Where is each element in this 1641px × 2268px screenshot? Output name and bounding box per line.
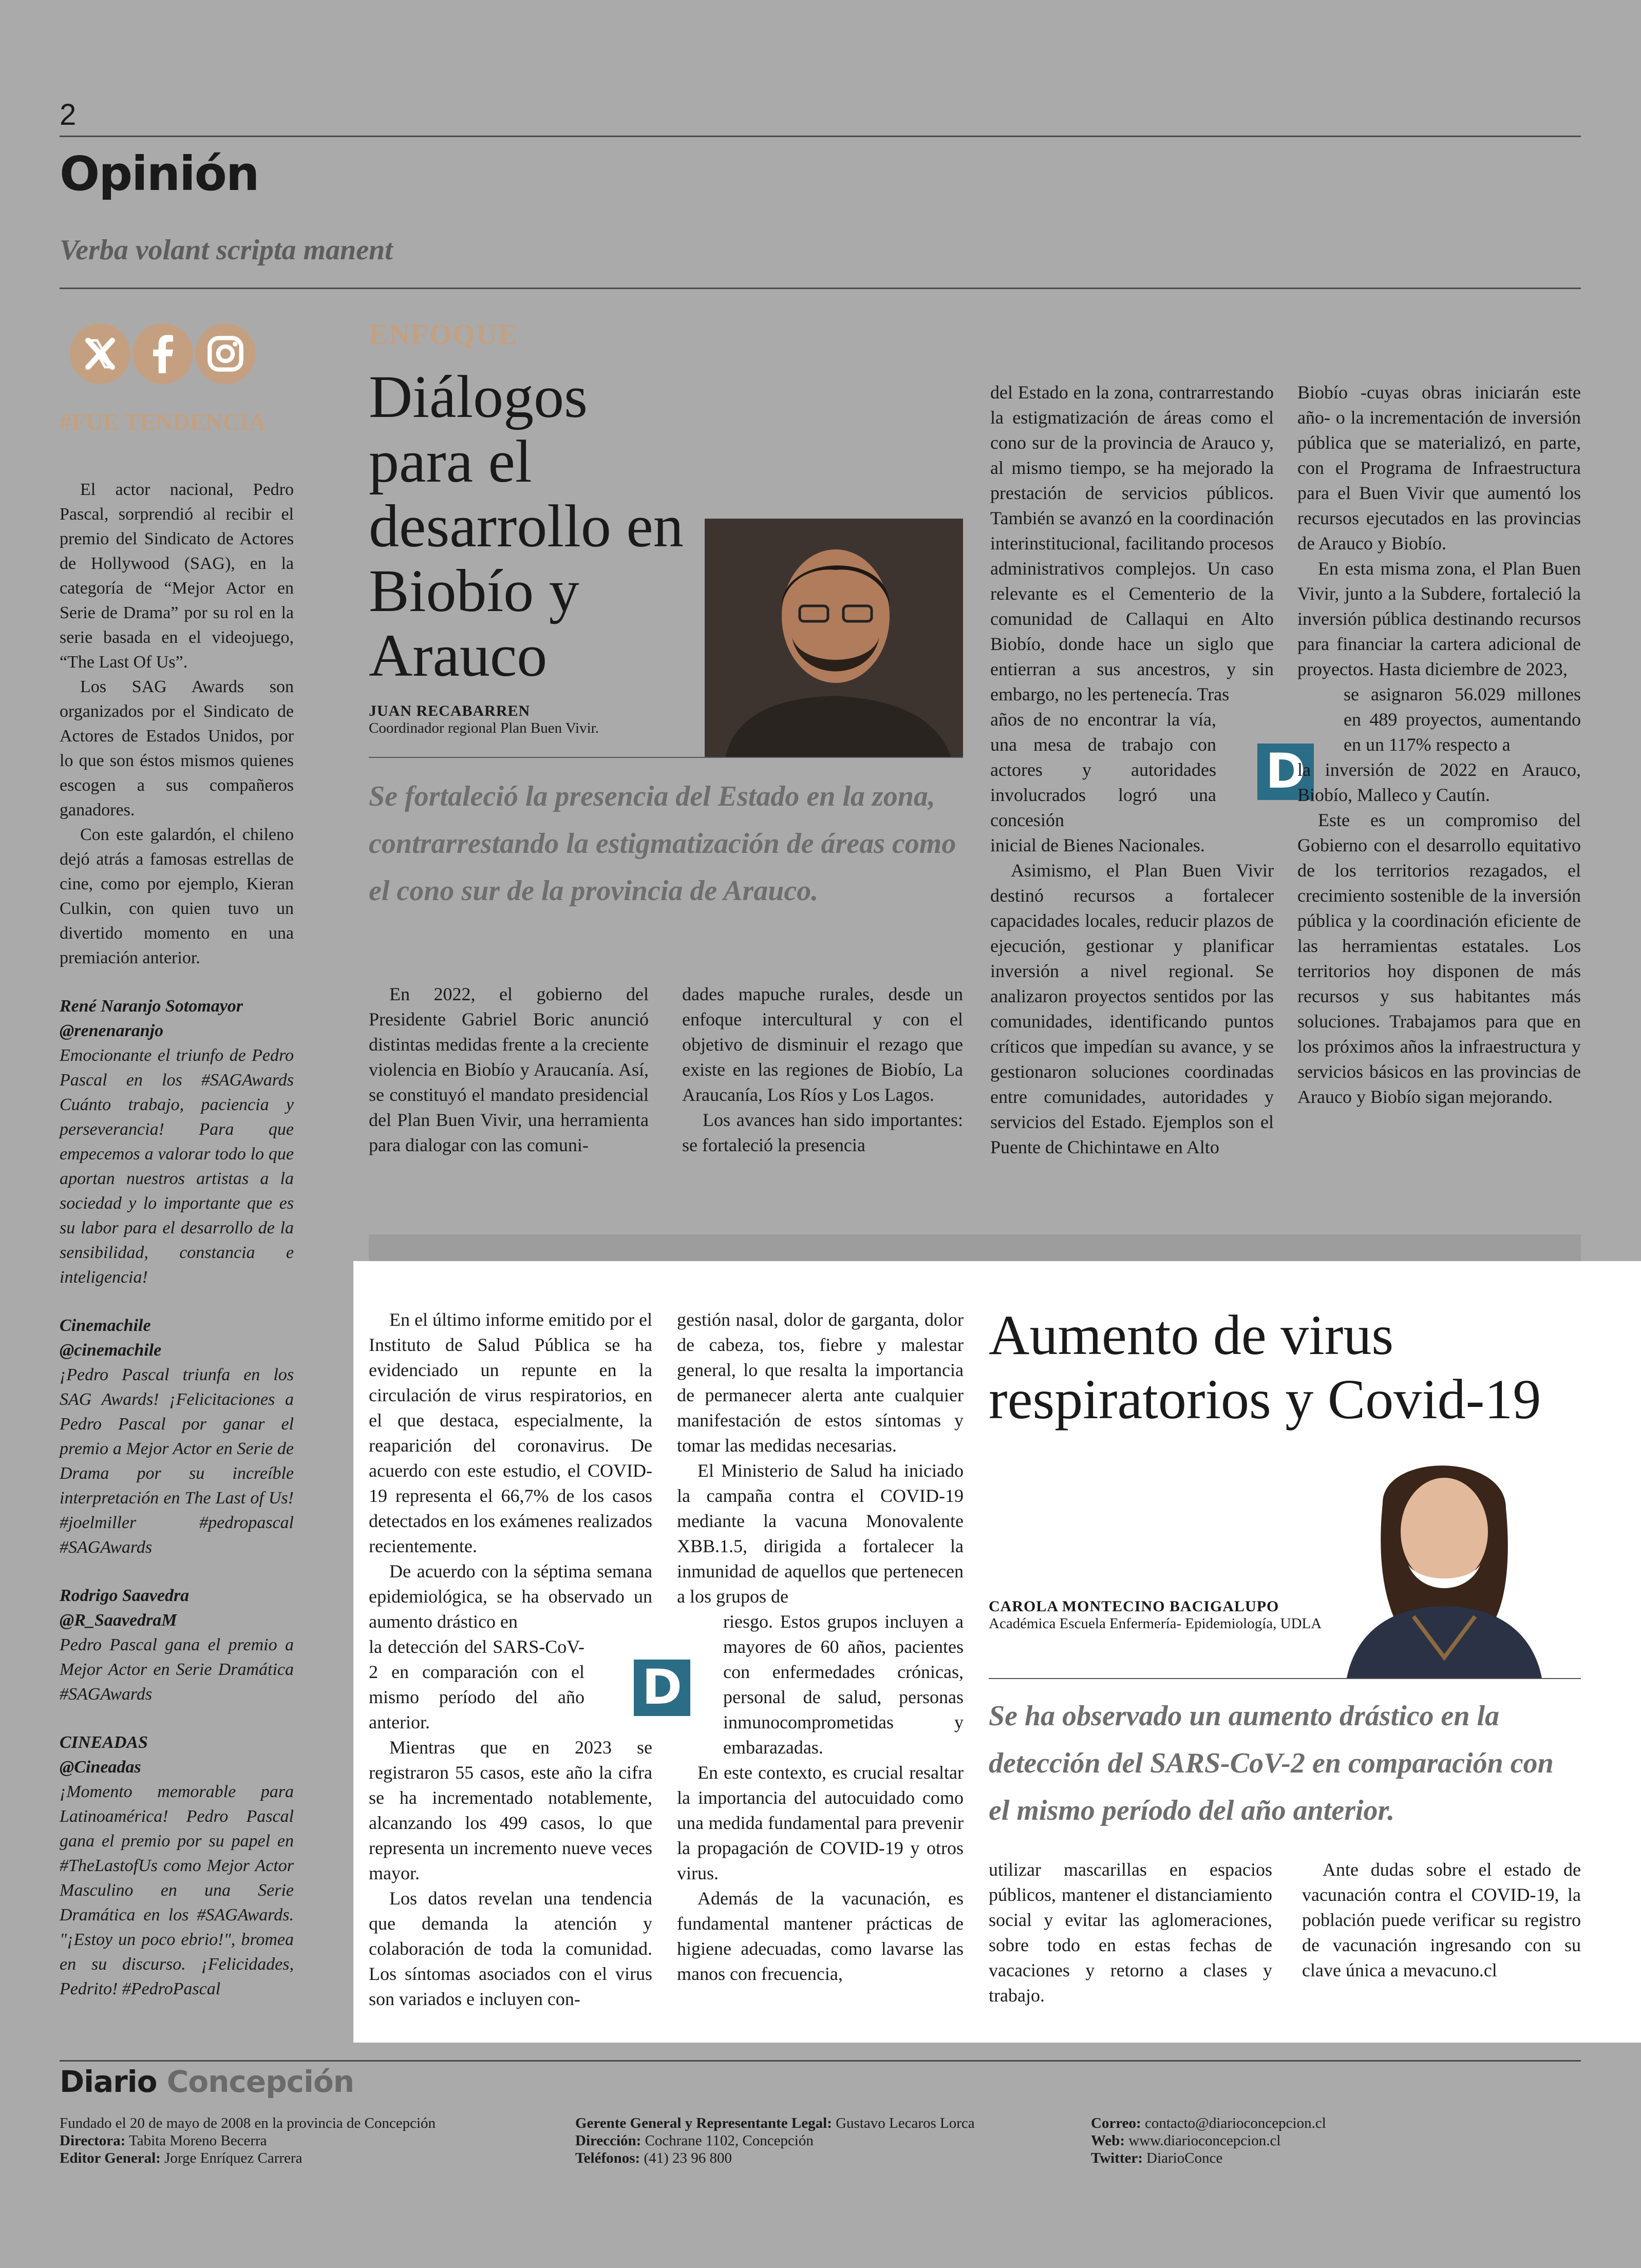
- article-headline: Aumento de virus respiratorios y Covid-19: [989, 1304, 1541, 1431]
- footer-email-link[interactable]: contacto@diarioconcepcion.cl: [1144, 2115, 1326, 2131]
- footer-editor: Jorge Enríquez Carrera: [164, 2150, 303, 2166]
- article-paragraph: En esta misma zona, el Plan Buen Vivir, junto a la Subdere, fortaleció la inversión pública destinando recursos para financiar la cartera adicional de proyectos. Hasta diciembre de 2023,: [1297, 558, 1581, 679]
- tweet-handle[interactable]: @cinemachile: [60, 1341, 162, 1360]
- tweet-text: Pedro Pascal gana el premio a Mejor Actor en Serie Dramática #SAGAwards: [60, 1635, 294, 1704]
- footer-label: Twitter:: [1091, 2150, 1143, 2166]
- tweet-text: ¡Momento memorable para Latinoamérica! Pedro Pascal gana el premio por su papel en #TheLastofUs como Mejor Actor Masculino en una Serie Dramática en los #SAGAwards. "¡Estoy un poco ebrio!", bromea en su discurso. ¡Felicidades, Pedrito! #PedroPascal: [60, 1782, 294, 1998]
- pull-quote: Se fortaleció la presencia del Estado en la zona, contrarrestando la estigmatización de áreas como el cono sur de la provincia de Arauco.: [369, 780, 956, 907]
- header-rule: [60, 136, 1581, 137]
- x-icon[interactable]: [70, 323, 130, 384]
- footer-twitter-link[interactable]: DiarioConce: [1146, 2150, 1223, 2166]
- article-paragraph: del Estado en la zona, contrarrestando la estigmatización de áreas como el cono sur de la provincia de Arauco y, al mismo tiempo, se ha mejorado la prestación de servicios públicos. También se avanzó en la coordinación interinstitucional, facilitando procesos administrativos complejos. Un caso relevante es el Cementerio de la comunidad de Callaqui en Alto Biobío, donde hace un siglo que entierran a sus ancestros, y sin embargo, no les pertenecía. Tras: [990, 382, 1274, 704]
- tweet: [60, 1313, 294, 1560]
- dropcap: D: [1257, 744, 1314, 800]
- article-column: [677, 1307, 964, 1987]
- byline-rule: [369, 757, 963, 758]
- article-column: [1302, 1857, 1581, 1983]
- footer-contact: [1091, 2114, 1579, 2167]
- article-paragraph: Los avances han sido importantes: se fortaleció la presencia: [682, 1110, 963, 1155]
- footer-management: [575, 2114, 1089, 2167]
- sidebar-paragraph: El actor nacional, Pedro Pascal, sorprendió al recibir el premio del Sindicato de Actores de Hollywood (SAG), en la categoría de “Mejor Actor en Serie de Drama” por su rol en la serie basada en el videojuego, “The Last Of Us”.: [60, 480, 294, 672]
- footer-gerente: Gustavo Lecaros Lorca: [836, 2115, 975, 2131]
- section-title: Opinión: [60, 146, 259, 201]
- author-byline: [369, 702, 697, 737]
- masthead-word: Concepción: [166, 2064, 354, 2099]
- masthead-logo: [60, 2064, 354, 2099]
- tweet-handle[interactable]: @R_SaavedraM: [60, 1611, 177, 1630]
- author-role: Académica Escuela Enfermería- Epidemiología, UDLA: [989, 1615, 1322, 1632]
- byline-rule: [989, 1678, 1581, 1679]
- article-paragraph: riesgo. Estos grupos incluyen a mayores de 60 años, pacientes con enfermedades crónicas, personal de salud, personas inmunocomprometidas y embarazadas.: [723, 1611, 964, 1758]
- article-paragraph: Biobío -cuyas obras iniciarán este año- o la incrementación de inversión pública que se materializó, en parte, con el Programa de Infraestructura para el Buen Vivir que aumentó los recursos ejecutados en las provincias de Arauco y Biobío.: [1297, 382, 1581, 554]
- article-paragraph: utilizar mascarillas en espacios públicos, mantener el distanciamiento social y evitar las aglomeraciones, sobre todo en estas fechas de vacaciones y retorno a clases y trabajo.: [989, 1859, 1272, 2006]
- footer-credits: [60, 2114, 573, 2167]
- article-paragraph: Ante dudas sobre el estado de vacunación contra el COVID-19, la población puede verificar su registro de vacunación ingresando con su clave única a mevacuno.cl: [1302, 1859, 1581, 1980]
- footer-label: Editor General:: [60, 2150, 161, 2166]
- article-column: [682, 982, 963, 1158]
- author-name: JUAN RECABARREN: [369, 702, 531, 719]
- article-paragraph: se asignaron 56.029 millones en 489 proyectos, aumentando en un 117% respecto a: [1344, 684, 1581, 755]
- motto-rule: [60, 288, 1581, 289]
- article-paragraph: la inversión de 2022 en Arauco, Biobío, Malleco y Cautín.: [1297, 759, 1581, 805]
- tweet: [60, 1730, 294, 2002]
- footer-address: Cochrane 1102, Concepción: [645, 2132, 814, 2149]
- author-photo: [1336, 1442, 1552, 1678]
- author-name: CAROLA MONTECINO BACIGALUPO: [989, 1598, 1279, 1615]
- article-paragraph: Además de la vacunación, es fundamental mantener prácticas de higiene adecuadas, como lavarse las manos con frecuencia,: [677, 1888, 964, 1984]
- article-kicker: ENFOQUE: [369, 319, 518, 351]
- tweet: [60, 994, 294, 1290]
- article-paragraph: En el último informe emitido por el Instituto de Salud Pública se ha evidenciado un repunte en la circulación de virus respiratorios, en el que destaca, especialmente, la reaparición del coronavirus. De acuerdo con este estudio, el COVID-19 representa el 66,7% de los casos detectados en los exámenes realizados recientemente.: [369, 1309, 652, 1556]
- article-column: [369, 1307, 652, 2012]
- pull-quote: Se ha observado un aumento drástico en la detección del SARS-CoV-2 en comparación con el mismo período del año anterior.: [989, 1700, 1554, 1826]
- tweet-author: René Naranjo Sotomayor: [60, 997, 243, 1016]
- facebook-icon[interactable]: [133, 323, 193, 384]
- tweet-author: CINEADAS: [60, 1733, 148, 1752]
- article-headline: Diálogos para el desarrollo en Biobío y Arauco: [369, 363, 684, 689]
- section-motto: Verba volant scripta manent: [60, 234, 393, 266]
- tweet-handle[interactable]: @renenaranjo: [60, 1021, 164, 1040]
- footer-phone: (41) 23 96 800: [644, 2150, 732, 2166]
- article-paragraph: Este es un compromiso del Gobierno con el desarrollo equitativo de los territorios rezagados, el crecimiento sostenible de la inversión pública y la coordinación eficiente de las herramientas estatales. Los territorios hoy disponen de más recursos y sus habitantes más soluciones. Trabajamos para que en los próximos años la infraestructura y servicios básicos en las provincias de Arauco y Biobío sigan mejorando.: [1297, 810, 1581, 1107]
- article-paragraph: años de no encontrar la vía, una mesa de trabajo con actores y autoridades involucrados logró una concesión: [990, 709, 1216, 830]
- tweet-text: Emocionante el triunfo de Pedro Pascal en los #SAGAwards Cuánto trabajo, paciencia y perseverancia! Para que empecemos a valorar todo lo que aportan nuestros artistas a la sociedad y lo importante que es su labor para el desarrollo de la sensibilidad, constancia e inteligencia!: [60, 1046, 294, 1287]
- sidebar-paragraph: Los SAG Awards son organizados por el Sindicato de Actores de Estados Unidos, por lo que son éstos mismos quienes escogen a sus compañeros ganadores.: [60, 677, 294, 819]
- footer-label: Directora:: [60, 2132, 126, 2149]
- tweet-handle[interactable]: @Cineadas: [60, 1758, 141, 1777]
- trend-heading: #FUE TENDENCIA: [60, 409, 266, 435]
- footer-directora: Tabita Moreno Becerra: [129, 2132, 267, 2149]
- article-paragraph: gestión nasal, dolor de garganta, dolor de cabeza, tos, fiebre y malestar general, lo que resalta la importancia de permanecer alerta ante cualquier manifestación de estos síntomas y tomar las medidas necesarias.: [677, 1309, 964, 1456]
- article-column: [1297, 380, 1581, 1110]
- article-paragraph: En 2022, el gobierno del Presidente Gabriel Boric anunció distintas medidas frente a la creciente violencia en Biobío y Araucanía. Así, se constituyó el mandato presidencial del Plan Buen Vivir, una herramienta para dialogar con las comuni-: [369, 984, 649, 1155]
- article-paragraph: inicial de Bienes Nacionales.: [990, 835, 1205, 855]
- article-paragraph: Los datos revelan una tendencia que demanda la atención y colaboración de toda la comunidad. Los síntomas asociados con el virus son variados e incluyen con-: [369, 1888, 652, 2009]
- masthead-word: Diario: [60, 2064, 157, 2099]
- article-column: [989, 1857, 1272, 2008]
- author-photo: [705, 519, 963, 757]
- divider-band: [369, 1234, 1581, 1261]
- article-paragraph: Asimismo, el Plan Buen Vivir destinó recursos a fortalecer capacidades locales, reducir plazos de ejecución, gestionar y planificar inversión a nivel regional. Se analizaron proyectos sentidos por las comunidades, identificando puntos críticos que impedían su avance, y se gestionaron soluciones coordinadas entre comunidades, autoridades y servicios del Estado. Ejemplos son el Puente de Chichintawe en Alto: [990, 860, 1274, 1157]
- article-paragraph: El Ministerio de Salud ha iniciado la campaña contra el COVID-19 mediante la vacuna Monovalente XBB.1.5, dirigida a fortalecer la inmunidad de aquellos que pertenecen a los grupos de: [677, 1460, 964, 1607]
- article-column: [369, 982, 649, 1158]
- article-paragraph: dades mapuche rurales, desde un enfoque intercultural y con el objetivo de disminuir el rezago que existe en las regiones de Biobío, La Araucanía, Los Ríos y Los Lagos.: [682, 984, 963, 1105]
- footer-label: Gerente General y Representante Legal:: [575, 2115, 832, 2131]
- footer-label: Web:: [1091, 2132, 1125, 2149]
- dropcap: D: [634, 1660, 690, 1716]
- instagram-icon[interactable]: [195, 323, 256, 384]
- footer-label: Dirección:: [575, 2132, 642, 2149]
- author-role: Coordinador regional Plan Buen Vivir.: [369, 720, 599, 736]
- article-paragraph: Mientras que en 2023 se registraron 55 casos, este año la cifra se ha incrementado notablemente, alcanzando los 499 casos, lo que representa un incremento nueve veces mayor.: [369, 1737, 652, 1883]
- footer-label: Correo:: [1091, 2115, 1141, 2131]
- tweet-text: ¡Pedro Pascal triunfa en los SAG Awards! ¡Felicitaciones a Pedro Pascal por ganar el premio a Mejor Actor en Serie de Drama por su increíble interpretación en The Last of Us! #joelmiller #pedropascal #SAGAwards: [60, 1365, 294, 1557]
- sidebar: [60, 478, 294, 2002]
- author-byline: [989, 1598, 1328, 1632]
- article-paragraph: En este contexto, es crucial resaltar la importancia del autocuidado como una medida fundamental para prevenir la propagación de COVID-19 y otros virus.: [677, 1762, 964, 1883]
- tweet-author: Rodrigo Saavedra: [60, 1586, 190, 1605]
- tweet: [60, 1584, 294, 1707]
- footer-rule: [60, 2060, 1581, 2062]
- article-paragraph: la detección del SARS-CoV-2 en comparación con el mismo período del año anterior.: [369, 1636, 584, 1732]
- footer-label: Teléfonos:: [575, 2150, 640, 2166]
- footer-web-link[interactable]: www.diarioconcepcion.cl: [1128, 2132, 1281, 2149]
- tweet-author: Cinemachile: [60, 1316, 151, 1335]
- article-column: [990, 380, 1274, 1160]
- sidebar-paragraph: Con este galardón, el chileno dejó atrás a famosas estrellas de cine, como por ejemplo, Kieran Culkin, con quien tuvo un divertido momento en una premiación anterior.: [60, 825, 294, 967]
- article-paragraph: De acuerdo con la séptima semana epidemiológica, se ha observado un aumento drástico en: [369, 1561, 652, 1632]
- footer-founded: Fundado el 20 de mayo de 2008 en la provincia de Concepción: [60, 2115, 436, 2131]
- page-number: 2: [60, 98, 77, 131]
